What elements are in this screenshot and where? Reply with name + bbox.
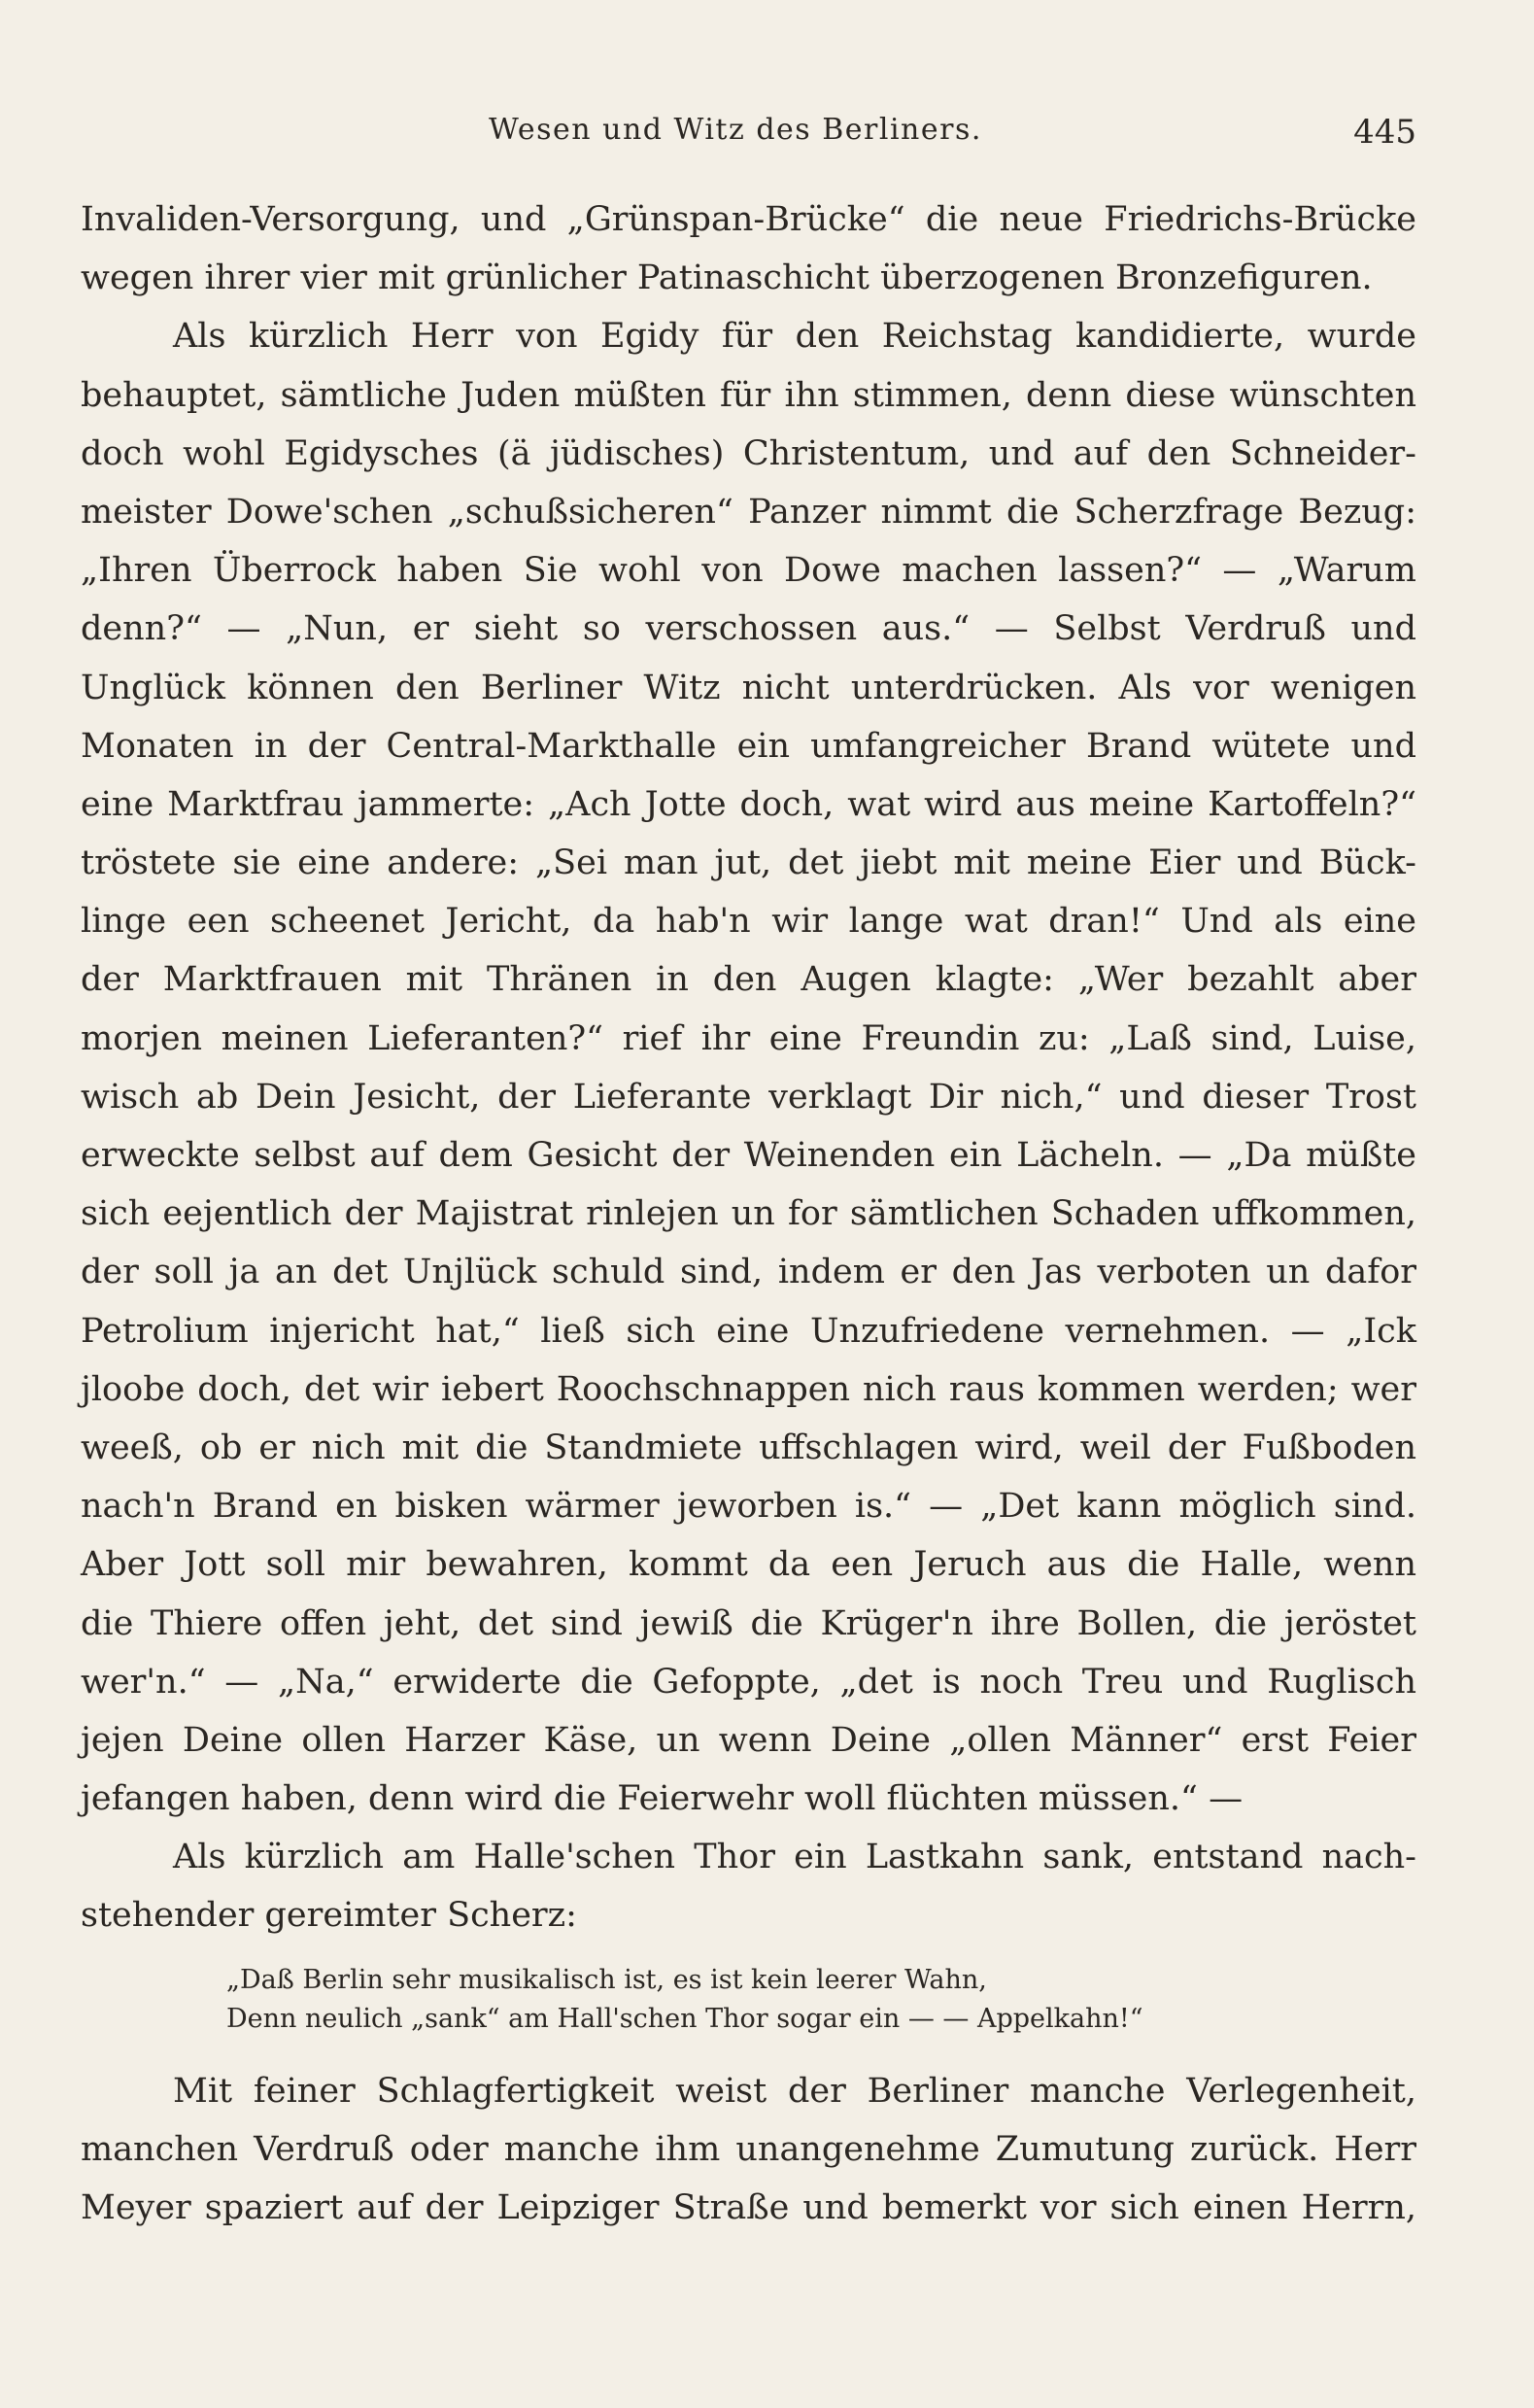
text-line: behauptet, sämtliche Juden müßten für ihn stimmen, denn diese wünschten bbox=[81, 375, 1416, 415]
verse-line: „Daß Berlin sehr musikalisch ist, es ist kein leerer Wahn, bbox=[226, 1964, 987, 1995]
text-line: Petrolium injericht hat,“ ließ sich eine Unzufriedene vernehmen. — „Ick bbox=[81, 1311, 1416, 1351]
body-text bbox=[81, 190, 1416, 2237]
text-line: morjen meinen Lieferanten?“ rief ihr eine Freundin zu: „Laß sind, Luise, bbox=[81, 1018, 1416, 1058]
text-line: manchen Verdruß oder manche ihm unangenehme Zumutung zurück. Herr bbox=[81, 2129, 1416, 2169]
text-line: weeß, ob er nich mit die Standmiete uffschlagen wird, weil der Fußboden bbox=[81, 1428, 1416, 1467]
page-number: 445 bbox=[1353, 113, 1416, 152]
running-title: Wesen und Witz des Berliners. bbox=[489, 113, 982, 147]
text-line: doch wohl Egidysches (ä jüdisches) Christentum, und auf den Schneider- bbox=[81, 433, 1416, 473]
text-line: erweckte selbst auf dem Gesicht der Weinenden ein Lächeln. — „Da müßte bbox=[81, 1136, 1416, 1175]
text-line: tröstete sie eine andere: „Sei man jut, det jiebt mit meine Eier und Bück- bbox=[81, 843, 1416, 883]
text-line: denn?“ — „Nun, er sieht so verschossen aus.“ — Selbst Verdruß und bbox=[81, 609, 1416, 649]
text-line: „Ihren Überrock haben Sie wohl von Dowe machen lassen?“ — „Warum bbox=[81, 551, 1416, 591]
text-line: die Thiere offen jeht, det sind jewiß die Krüger'n ihre Bollen, die jeröstet bbox=[81, 1603, 1416, 1643]
text-line: jloobe doch, det wir iebert Roochschnappen nich raus kommen werden; wer bbox=[81, 1369, 1416, 1409]
text-line: Meyer spaziert auf der Leipziger Straße und bemerkt vor sich einen Herrn, bbox=[81, 2188, 1416, 2227]
text-line: Mit feiner Schlagfertigkeit weist der Berliner manche Verlegenheit, bbox=[173, 2071, 1416, 2111]
text-line: Monaten in der Central-Markthalle ein umfangreicher Brand wütete und bbox=[81, 726, 1416, 766]
text-line: wer'n.“ — „Na,“ erwiderte die Gefoppte, „det is noch Treu und Ruglisch bbox=[81, 1662, 1416, 1702]
text-line: nach'n Brand en bisken wärmer jeworben is.“ — „Det kann möglich sind. bbox=[81, 1487, 1416, 1527]
verse-line: Denn neulich „sank“ am Hall'schen Thor sogar ein — — Appelkahn!“ bbox=[226, 2003, 1143, 2034]
text-line: linge een scheenet Jericht, da hab'n wir lange wat dran!“ Und als eine bbox=[81, 902, 1416, 942]
text-line: stehender gereimter Scherz: bbox=[81, 1896, 577, 1936]
text-line: der soll ja an det Unjlück schuld sind, indem er den Jas verboten un dafor bbox=[81, 1253, 1416, 1292]
text-line: sich eejentlich der Majistrat rinlejen un for sämtlichen Schaden uffkommen, bbox=[81, 1194, 1416, 1234]
page-header bbox=[81, 105, 1416, 163]
text-line: eine Marktfrau jammerte: „Ach Jotte doch, wat wird aus meine Kartoffeln?“ bbox=[81, 784, 1416, 824]
text-line: jefangen haben, denn wird die Feierwehr woll flüchten müssen.“ — bbox=[81, 1779, 1244, 1819]
text-line: wegen ihrer vier mit grünlicher Patinaschicht überzogenen Bronzefiguren. bbox=[81, 258, 1373, 298]
text-line: jejen Deine ollen Harzer Käse, un wenn Deine „ollen Männer“ erst Feier bbox=[81, 1720, 1416, 1760]
text-line: Aber Jott soll mir bewahren, kommt da een Jeruch aus die Halle, wenn bbox=[81, 1545, 1416, 1585]
text-line: der Marktfrauen mit Thränen in den Augen klagte: „Wer bezahlt aber bbox=[81, 960, 1416, 1000]
text-line: Als kürzlich Herr von Egidy für den Reichstag kandidierte, wurde bbox=[173, 317, 1416, 357]
text-line: Als kürzlich am Halle'schen Thor ein Lastkahn sank, entstand nach- bbox=[173, 1838, 1416, 1877]
text-line: Unglück können den Berliner Witz nicht unterdrücken. Als vor wenigen bbox=[81, 668, 1416, 707]
text-line: Invaliden-Versorgung, und „Grünspan-Brücke“ die neue Friedrichs-Brücke bbox=[81, 200, 1416, 239]
text-line: wisch ab Dein Jesicht, der Lieferante verklagt Dir nich,“ und dieser Trost bbox=[81, 1077, 1416, 1117]
text-line: meister Dowe'schen „schußsicheren“ Panzer nimmt die Scherzfrage Bezug: bbox=[81, 492, 1416, 532]
